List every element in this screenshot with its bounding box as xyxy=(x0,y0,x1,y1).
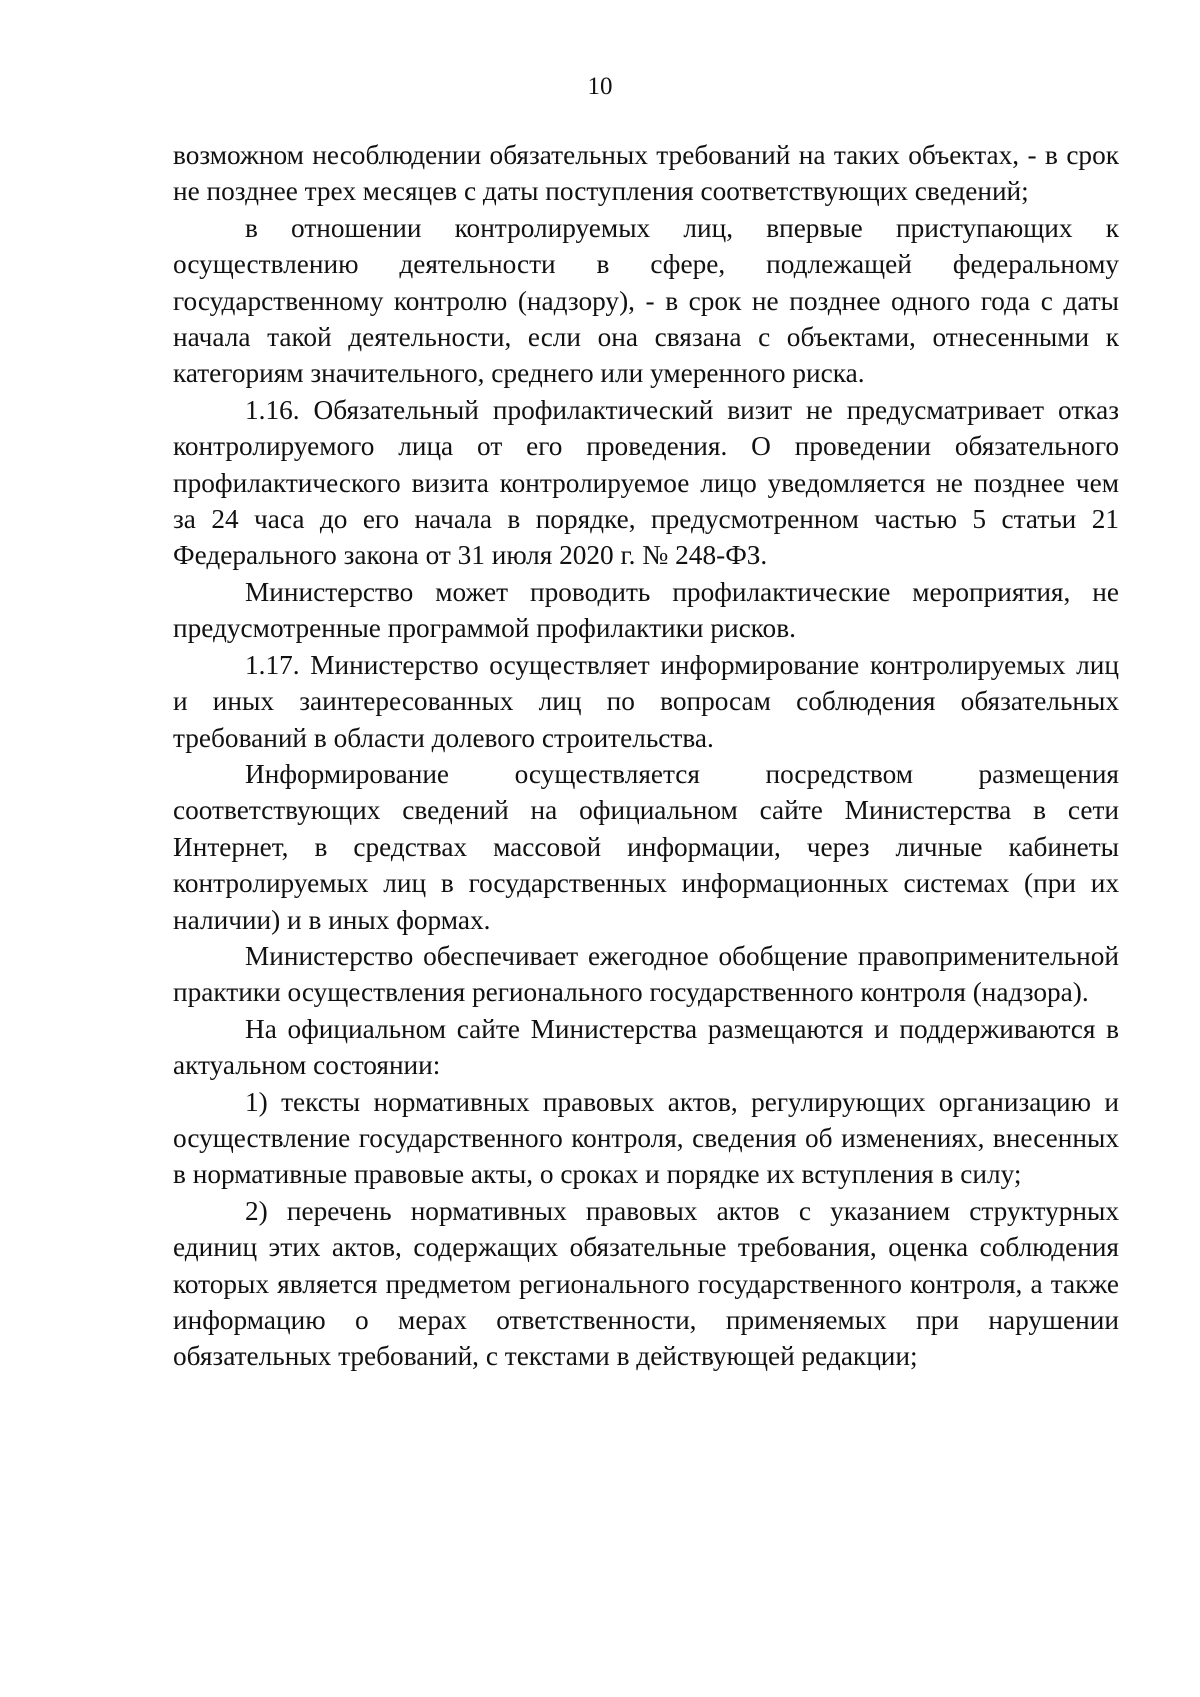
paragraph-preventive-measures: Министерство может проводить профилактические мероприятия, не предусмотренные программой профилактики рисков. xyxy=(173,576,1119,644)
page-number: 10 xyxy=(587,73,613,100)
paragraph-continued-text: возможном несоблюдении обязательных требований на таких объектах, - в срок не позднее трех месяцев с даты поступления соответствующих сведений; xyxy=(173,140,1119,207)
list-item-2: 2) перечень нормативных правовых актов с указанием структурных единиц этих актов, содержащих обязательные требования, оценка соблюдения которых является предметом регионального государственного контроля, а также информацию о мерах ответственности, применяемых при нарушении обязательных требований, с текстами в действующей редакции; xyxy=(173,1195,1119,1372)
paragraph-website-intro: На официальном сайте Министерства размещаются и поддерживаются в актуальном состоянии: xyxy=(173,1013,1119,1081)
paragraph-new-controlled-persons: в отношении контролируемых лиц, впервые приступающих к осуществлению деятельности в сфере, подлежащей федеральному государственному контролю (надзору), - в срок не позднее одного года с даты начала такой деятельности, если она связана с объектами, отнесенными к категориям значительного, среднего или умеренного риска. xyxy=(173,212,1119,389)
list-item-1: 1) тексты нормативных правовых актов, регулирующих организацию и осуществление государственного контроля, сведения об изменениях, внесенных в нормативные правовые акты, о сроках и порядке их вступления в силу; xyxy=(173,1086,1119,1190)
paragraph-practice-summary: Министерство обеспечивает ежегодное обобщение правоприменительной практики осуществления регионального государственного контроля (надзора). xyxy=(173,940,1119,1008)
document-body xyxy=(173,137,1119,1375)
paragraph-clause-1-17: 1.17. Министерство осуществляет информирование контролируемых лиц и иных заинтересованных лиц по вопросам соблюдения обязательных требований в области долевого строительства. xyxy=(173,649,1119,753)
paragraph-informing-methods: Информирование осуществляется посредством размещения соответствующих сведений на официальном сайте Министерства в сети Интернет, в средствах массовой информации, через личные кабинеты контролируемых лиц в государственных информационных системах (при их наличии) и в иных формах. xyxy=(173,758,1119,935)
paragraph-clause-1-16: 1.16. Обязательный профилактический визит не предусматривает отказ контролируемого лица от его проведения. О проведении обязательного профилактического визита контролируемое лицо уведомляется не позднее чем за 24 часа до его начала в порядке, предусмотренном частью 5 статьи 21 Федерального закона от 31 июля 2020 г. № 248-ФЗ. xyxy=(173,394,1119,571)
